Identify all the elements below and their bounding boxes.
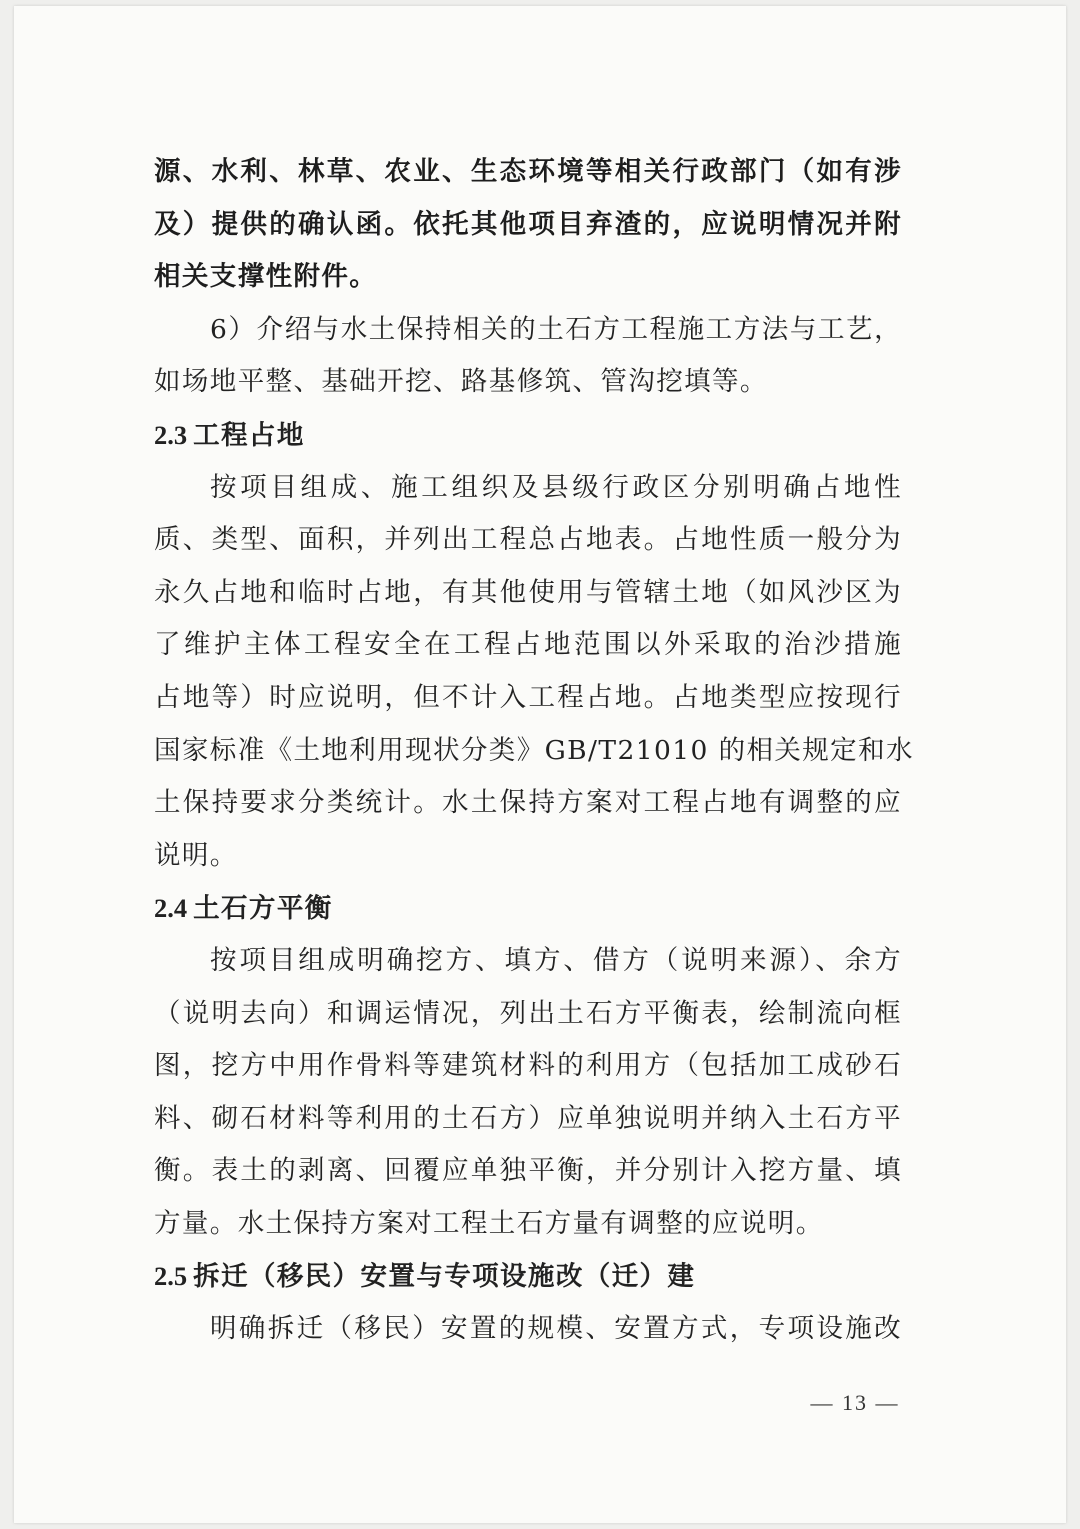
paragraph-line: 6）介绍与水土保持相关的土石方工程施工方法与工艺， [210, 313, 902, 345]
section-heading-2-4 [154, 882, 902, 935]
paragraph-line: 说明。 [154, 839, 238, 871]
section-title: 工程占地 [193, 419, 305, 451]
paragraph-line: 方量。水土保持方案对工程土石方量有调整的应说明。 [154, 1207, 824, 1239]
paragraph-line: 明确拆迁（移民）安置的规模、安置方式，专项设施改 [210, 1313, 902, 1345]
paragraph-line: 按项目组成、施工组织及县级行政区分别明确占地性 [210, 471, 902, 503]
paragraph-line: 源、水利、林草、农业、生态环境等相关行政部门（如有涉 [154, 156, 902, 187]
paragraph-line: 土保持要求分类统计。水土保持方案对工程占地有调整的应 [154, 787, 902, 819]
paragraph-line: 了维护主体工程安全在工程占地范围以外采取的治沙措施 [154, 629, 902, 661]
paragraph-line: 及）提供的确认函。依托其他项目弃渣的，应说明情况并附 [154, 208, 902, 240]
paragraph-line: 图，挖方中用作骨料等建筑材料的利用方（包括加工成砂石 [154, 1050, 902, 1082]
section-title: 拆迁（移民）安置与专项设施改（迁）建 [193, 1261, 696, 1293]
paragraph-line: 相关支撑性附件。 [154, 261, 378, 293]
paragraph-line: 按项目组成明确挖方、填方、借方（说明来源）、余方 [210, 944, 902, 976]
paragraph-line: 占地等）时应说明，但不计入工程占地。占地类型应按现行 [154, 681, 902, 713]
page-number: — 13 — [810, 1390, 900, 1415]
paragraph-line: 如场地平整、基础开挖、路基修筑、管沟挖填等。 [154, 366, 768, 398]
paragraph-line: 质、类型、面积，并列出工程总占地表。占地性质一般分为 [154, 524, 902, 556]
section-heading-2-5 [154, 1250, 902, 1303]
paragraph-line: 衡。表土的剥离、回覆应单独平衡，并分别计入挖方量、填 [154, 1155, 902, 1187]
section-number: 2.3 [154, 419, 188, 450]
document-body [154, 146, 914, 1356]
paragraph-line: （说明去向）和调运情况，列出土石方平衡表，绘制流向框 [154, 997, 902, 1029]
section-heading-2-3 [154, 409, 902, 462]
paragraph-line: 国家标准《土地利用现状分类》GB/T21010 的相关规定和水 [154, 734, 914, 766]
section-number: 2.4 [154, 893, 188, 924]
paragraph-line: 料、砌石材料等利用的土石方）应单独说明并纳入土石方平 [154, 1102, 902, 1134]
section-number: 2.5 [154, 1261, 188, 1292]
paragraph-line: 永久占地和临时占地，有其他使用与管辖土地（如风沙区为 [154, 576, 902, 608]
section-title: 土石方平衡 [193, 893, 333, 925]
